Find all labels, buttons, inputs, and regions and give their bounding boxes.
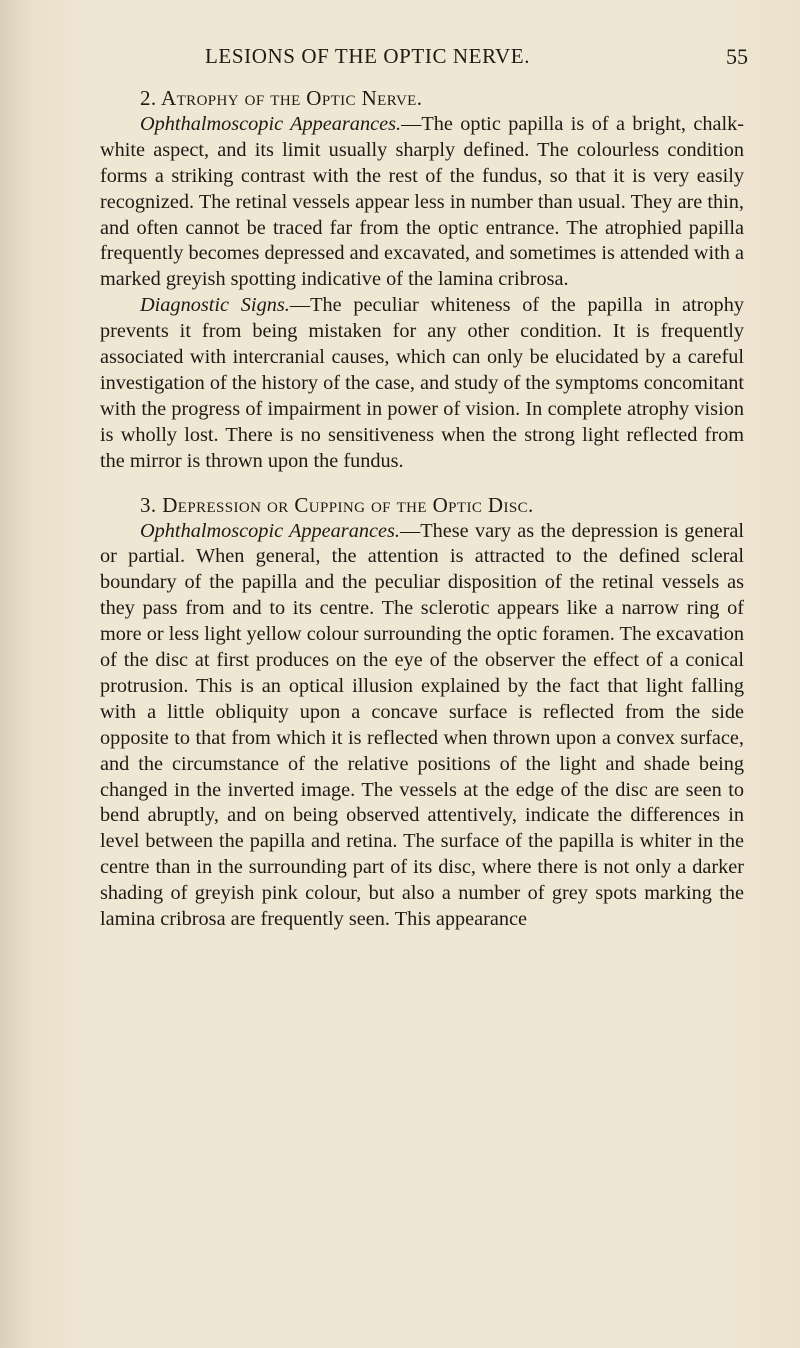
- section-heading-atrophy: 2. Atrophy of the Optic Nerve.: [140, 86, 423, 110]
- paragraph-cupping-ophthalmoscopic: [100, 519, 744, 934]
- section-spacer: [100, 475, 744, 493]
- paragraph-atrophy-ophthalmoscopic: [100, 112, 744, 293]
- paragraph-atrophy-diagnostic: [100, 293, 744, 474]
- section-heading-cupping: 3. Depression or Cupping of the Optic Disc.: [140, 492, 534, 517]
- page-number: 55: [726, 44, 748, 69]
- paragraph-label: Diagnostic Signs.: [140, 294, 290, 317]
- paragraph-label: Ophthalmoscopic Appearances.: [140, 112, 402, 135]
- paragraph-text: —These vary as the depression is general or partial. When general, the attention is attracted to the defined scleral boundary of the papilla and the peculiar disposition of the retinal vessels as they pass from and to its centre. The sclerotic appears like a narrow ring of more or less light yellow colour surrounding the optic foramen. The excavation of the disc at first produces on the eye of the observer the effect of a conical protrusion. This is an optical illusion explained by the fact that light falling with a little obliquity upon a concave surface is reflected from the side opposite to that from which it is reflected when thrown upon a convex surface, and the circumstance of the relative positions of the light and shade being changed in the inverted image. The vessels at the edge of the disc are seen to bend abruptly, and on being observed attentively, indicate the differences in level between the papilla and retina. The surface of the papilla is whiter in the centre than in the surrounding part of its disc, where there is not only a darker shading of greyish pink colour, but also a number of grey spots marking the lamina cribrosa are frequently seen. This appearance: [100, 519, 745, 931]
- paragraph-label: Ophthalmoscopic Appearances.: [140, 519, 400, 542]
- running-head-title: LESIONS OF THE OPTIC NERVE.: [205, 44, 531, 68]
- paragraph-text: —The peculiar whiteness of the papilla in atrophy prevents it from being mistaken for any other condition. It is frequently associated with intercranial causes, which can only be elucidated by a careful investigation of the history of the case, and study of the symptoms concomitant with the progress of impairment in power of vision. In complete atrophy vision is wholly lost. There is no sensitiveness when the strong light reflected from the mirror is thrown upon the fundus.: [100, 294, 744, 472]
- body-text: [100, 86, 744, 933]
- paragraph-text: —The optic papilla is of a bright, chalk-white aspect, and its limit usually sharply defined. The colourless condition forms a striking contrast with the rest of the fundus, so that it is very easily recognized. The retinal vessels appear less in number than usual. They are thin, and often cannot be traced far from the optic entrance. The atrophied papilla frequently becomes depressed and excavated, and sometimes is attended with a marked greyish spotting indicative of the lamina cribrosa.: [100, 112, 744, 291]
